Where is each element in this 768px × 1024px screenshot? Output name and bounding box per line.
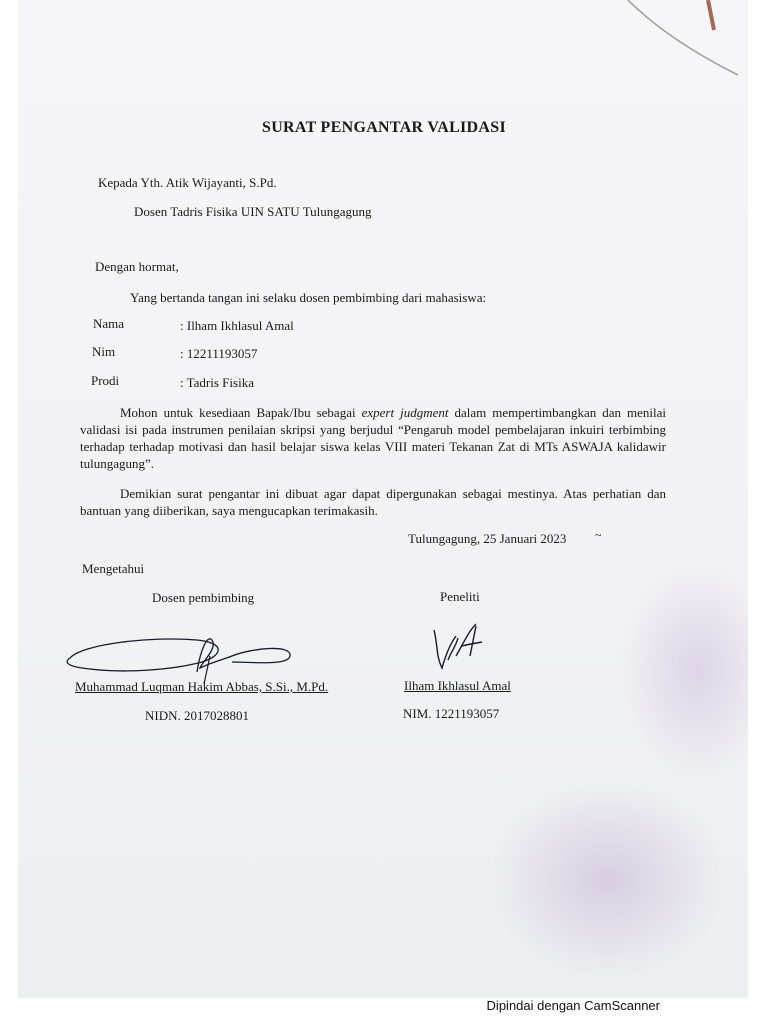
letter-title: SURAT PENGANTAR VALIDASI bbox=[262, 119, 506, 136]
researcher-nim: NIM. 1221193057 bbox=[403, 706, 500, 721]
researcher-signature bbox=[426, 616, 496, 676]
field-value-prodi: : Tadris Fisika bbox=[180, 375, 254, 390]
body1-part1: Mohon untuk kesediaan Bapak/Ibu sebagai bbox=[120, 405, 362, 420]
acknowledge-label: Mengetahui bbox=[82, 561, 145, 576]
left-role: Dosen pembimbing bbox=[152, 590, 255, 605]
body-paragraph-1 bbox=[80, 404, 666, 472]
researcher-name: Ilham Ikhlasul Amal bbox=[404, 678, 511, 693]
body2-text: Demikian surat pengantar ini dibuat agar dapat dipergunakan sebagai mestinya. Atas perhatian dan bantuan yang diiberikan, saya mengucapkan terimakasih. bbox=[80, 486, 666, 518]
place-date: Tulungagung, 25 Januari 2023 bbox=[408, 531, 567, 546]
recipient-name: Kepada Yth. Atik Wijayanti, S.Pd. bbox=[98, 175, 277, 190]
right-role: Peneliti bbox=[440, 589, 480, 604]
field-value-nama: : Ilham Ikhlasul Amal bbox=[180, 318, 294, 333]
advisor-name: Muhammad Luqman Hakim Abbas, S.Si., M.Pd. bbox=[75, 679, 329, 694]
body1-part2: dalam mempertimbangkan dan menilai validasi isi pada instrumen penilaian skripsi yang berjudul “Pengaruh model pembelajaran inkuiri terbimbing terhadap terhadap motivasi dan hasil belajar siswa kelas VIII materi Tekanan Zat di MTs ASWAJA kalidawir tulungagung”. bbox=[80, 405, 666, 471]
field-label-nama: Nama bbox=[93, 316, 125, 331]
advisor-nidn: NIDN. 2017028801 bbox=[145, 708, 249, 723]
scanner-footer bbox=[0, 998, 768, 1024]
mark-dash: ~ bbox=[595, 528, 602, 542]
paper-fold-line bbox=[608, 0, 748, 90]
field-value-nim: : 12211193057 bbox=[180, 346, 258, 361]
greeting: Dengan hormat, bbox=[95, 259, 179, 274]
field-label-prodi: Prodi bbox=[91, 373, 120, 388]
body1-emphasis: expert judgment bbox=[361, 405, 449, 420]
recipient-position: Dosen Tadris Fisika UIN SATU Tulungagung bbox=[134, 204, 372, 219]
scanner-note: Dipindai dengan CamScanner bbox=[486, 998, 660, 1013]
body-paragraph-2 bbox=[80, 485, 666, 519]
intro-sentence: Yang bertanda tangan ini selaku dosen pembimbing dari mahasiswa: bbox=[130, 290, 487, 305]
field-label-nim: Nim bbox=[92, 344, 116, 359]
